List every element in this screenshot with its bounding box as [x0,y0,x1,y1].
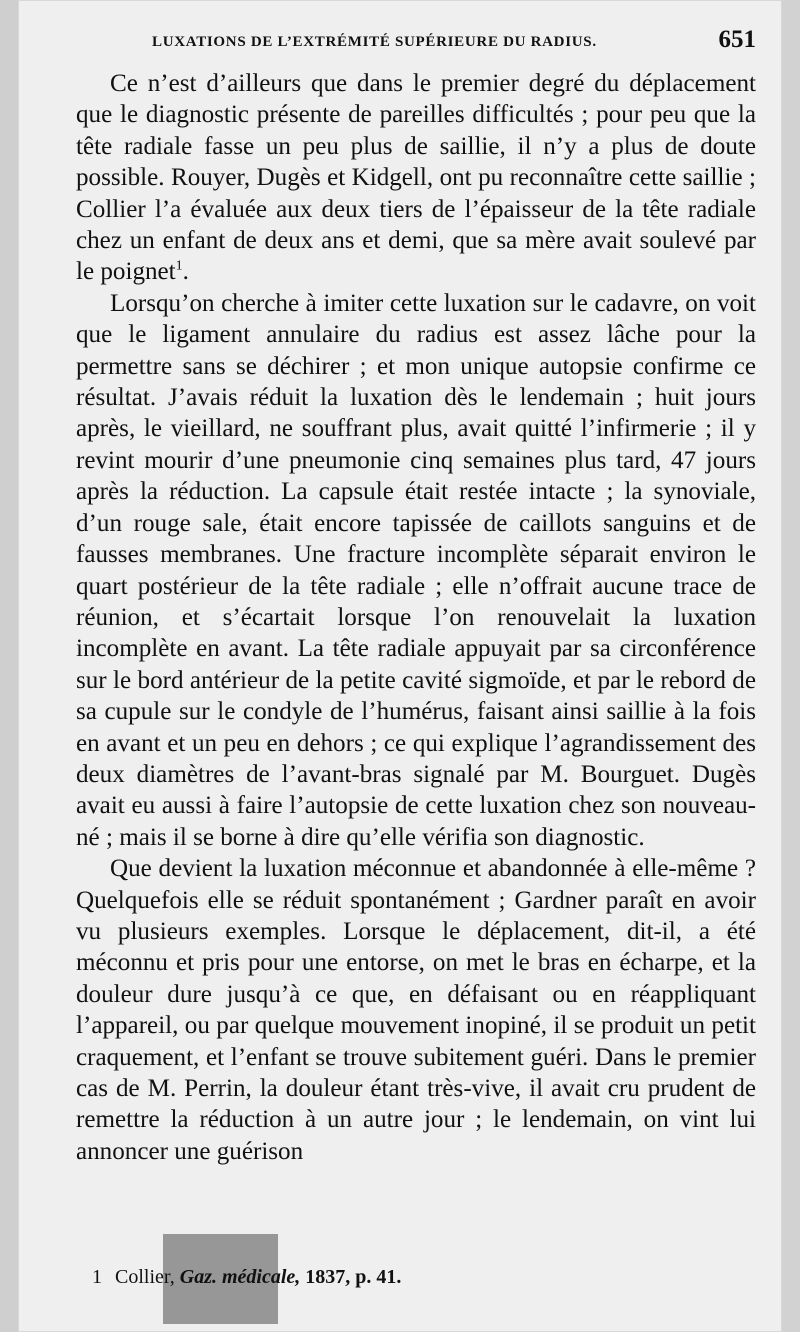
footnote-citation: 1837, p. 41. [305,1266,402,1288]
paragraph-3: Que devient la luxation méconnue et abandonnée à elle-même ? Quelquefois elle se réduit spontanément ; Gardner paraît en avoir vu plusieurs exemples. Lorsque le déplacement, dit-il, a été méconnu et pris pour une entorse, on met le bras en écharpe, et la douleur dure jusqu’à ce que, en défaisant ou en réappliquant l’appareil, ou par quelque mouvement inopiné, il se produit un petit craquement, et l’enfant se trouve subitement guéri. Dans le premier cas de M. Perrin, la douleur étant très-vive, il avait cru prudent de remettre la réduction à un autre jour ; le lendemain, on vint lui annoncer une guérison [76,855,756,1165]
footnote-title: Gaz. médicale, [179,1266,301,1288]
paragraph-1 [76,68,756,288]
page-header [56,26,756,60]
footnote-number: 1 [92,1266,102,1288]
running-head: LUXATIONS DE L’EXTRÉMITÉ SUPÉRIEURE DU RADIUS. [152,34,597,50]
book-page [18,0,782,1332]
footnote [92,1264,732,1290]
paragraph-1-ending: . [182,258,189,286]
page-number: 651 [718,26,756,53]
footnote-reference: 1 [175,259,183,275]
body-text [76,68,756,1167]
right-page-shadow [782,0,800,1332]
left-page-shadow [0,0,18,1332]
paragraph-1-text: Ce n’est d’ailleurs que dans le premier degré du déplacement que le diagnostic présente de pareilles difficultés ; pour peu que la tête radiale fasse un peu plus de saillie, il n’y a plus de doute possible. Rouyer, Dugès et Kidgell, ont pu reconnaître cette saillie ; Collier l’a évaluée aux deux tiers de l’épaisseur de la tête radiale chez un enfant de deux ans et demi, que sa mère avait soulevé par le poignet [76,70,756,286]
footnote-author: Collier, [115,1266,175,1288]
paragraph-2: Lorsqu’on cherche à imiter cette luxation sur le cadavre, on voit que le ligament annulaire du radius est assez lâche pour la permettre sans se déchirer ; et mon unique autopsie confirme ce résultat. J’avais réduit la luxation dès le lendemain ; huit jours après, le vieillard, ne souffrant plus, avait quitté l’infirmerie ; il y revint mourir d’une pneumonie cinq semaines plus tard, 47 jours après la réduction. La capsule était restée intacte ; la synoviale, d’un rouge sale, était encore tapissée de caillots sanguins et de fausses membranes. Une fracture incomplète séparait environ le quart postérieur de la tête radiale ; elle n’offrait aucune trace de réunion, et s’écartait lorsque l’on renouvelait la luxation incomplète en avant. La tête radiale appuyait par sa circonférence sur le bord antérieur de la petite cavité sigmoïde, et par le rebord de sa cupule sur le condyle de l’humérus, faisant ainsi saillie à la fois en avant et un peu en dehors ; ce qui explique l’agrandissement des deux diamètres de l’avant-bras signalé par M. Bourguet. Dugès avait eu aussi à faire l’autopsie de cette luxation chez son nouveau-né ; mais il se borne à dire qu’elle vérifia son diagnostic. [76,289,756,851]
